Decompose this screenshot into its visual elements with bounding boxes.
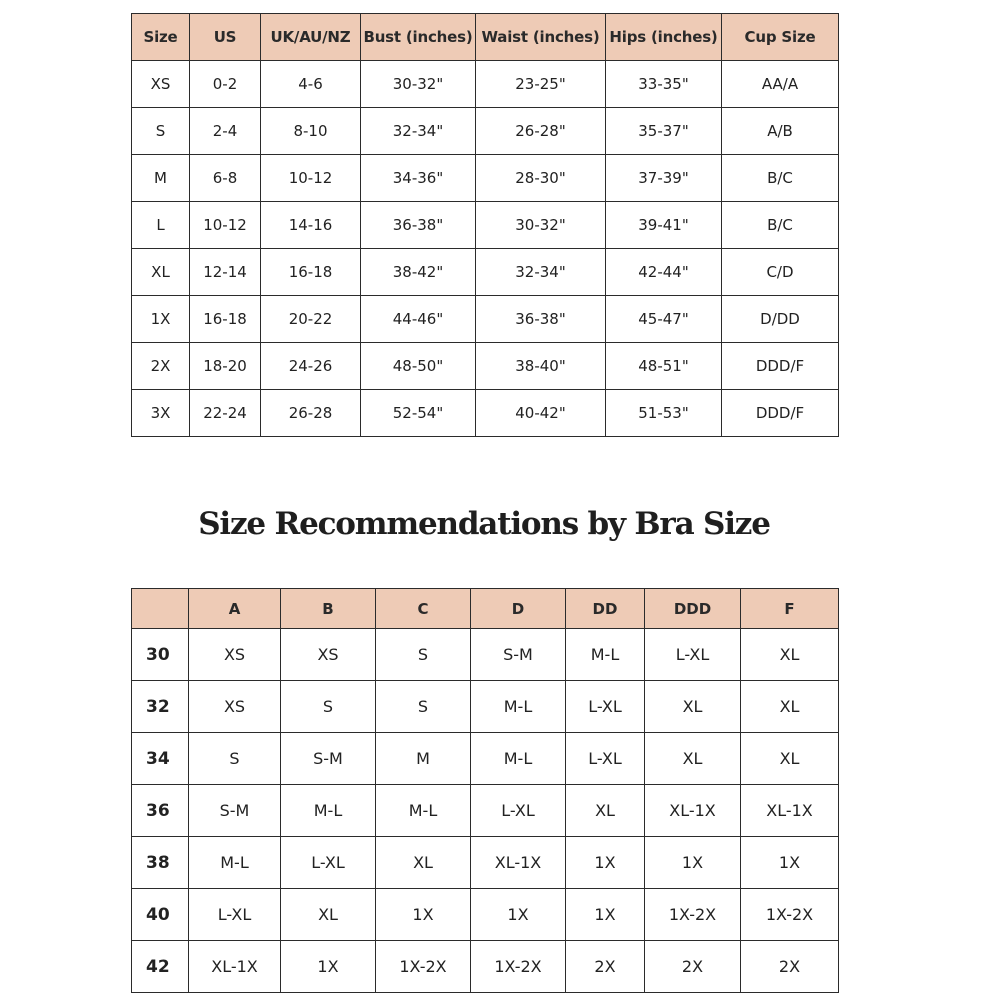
- table-cell: 10-12: [190, 202, 261, 249]
- row-label-cell: 30: [132, 629, 189, 681]
- table-cell: 32-34": [361, 108, 476, 155]
- row-label-cell: 32: [132, 681, 189, 733]
- table-cell: XL-1X: [471, 837, 566, 889]
- table-cell: 42-44": [606, 249, 722, 296]
- table-cell: 1X: [741, 837, 839, 889]
- table-cell: 12-14: [190, 249, 261, 296]
- table-row: [132, 61, 839, 108]
- table-cell: XS: [189, 681, 281, 733]
- table-cell: 2X: [645, 941, 741, 993]
- table-cell: 48-50": [361, 343, 476, 390]
- table-cell: XL-1X: [189, 941, 281, 993]
- table-cell: B/C: [722, 202, 839, 249]
- table-cell: XL: [645, 733, 741, 785]
- table-cell: L-XL: [189, 889, 281, 941]
- header-cell: DD: [566, 589, 645, 629]
- table-cell: XS: [281, 629, 376, 681]
- table-cell: 32-34": [476, 249, 606, 296]
- table-cell: L-XL: [566, 681, 645, 733]
- row-label-cell: XL: [132, 249, 190, 296]
- table-row: [132, 202, 839, 249]
- header-cell: C: [376, 589, 471, 629]
- table-cell: S-M: [471, 629, 566, 681]
- table-cell: 2X: [741, 941, 839, 993]
- table-cell: DDD/F: [722, 390, 839, 437]
- table-cell: 26-28": [476, 108, 606, 155]
- table-cell: A/B: [722, 108, 839, 155]
- table-row: [132, 108, 839, 155]
- table-row: [132, 296, 839, 343]
- table-cell: 34-36": [361, 155, 476, 202]
- table-cell: 2-4: [190, 108, 261, 155]
- table-cell: 35-37": [606, 108, 722, 155]
- table-cell: S-M: [281, 733, 376, 785]
- row-label-cell: S: [132, 108, 190, 155]
- table-cell: 8-10: [261, 108, 361, 155]
- table-cell: 51-53": [606, 390, 722, 437]
- table-cell: XL-1X: [645, 785, 741, 837]
- bra-size-table: [131, 588, 839, 993]
- table-cell: 0-2: [190, 61, 261, 108]
- table-cell: S: [376, 681, 471, 733]
- table-cell: XL: [566, 785, 645, 837]
- row-label-cell: 40: [132, 889, 189, 941]
- table-cell: 36-38": [476, 296, 606, 343]
- row-label-cell: 1X: [132, 296, 190, 343]
- table-cell: XL: [741, 681, 839, 733]
- table-row: [132, 343, 839, 390]
- table-row: [132, 155, 839, 202]
- table-cell: AA/A: [722, 61, 839, 108]
- row-label-cell: 3X: [132, 390, 190, 437]
- table-cell: 1X-2X: [471, 941, 566, 993]
- table-cell: XL: [281, 889, 376, 941]
- table-cell: 26-28: [261, 390, 361, 437]
- table-cell: 30-32": [361, 61, 476, 108]
- table-cell: 20-22: [261, 296, 361, 343]
- table-cell: S-M: [189, 785, 281, 837]
- table-cell: 39-41": [606, 202, 722, 249]
- table-cell: L-XL: [471, 785, 566, 837]
- row-label-cell: 36: [132, 785, 189, 837]
- table-cell: M: [376, 733, 471, 785]
- table-cell: XL: [645, 681, 741, 733]
- bra-table-header-row: [132, 589, 839, 629]
- table-row: [132, 941, 839, 993]
- table-cell: 1X: [376, 889, 471, 941]
- table-cell: 6-8: [190, 155, 261, 202]
- bra-size-section-title: Size Recommendations by Bra Size: [198, 506, 770, 542]
- row-label-cell: 42: [132, 941, 189, 993]
- table-cell: C/D: [722, 249, 839, 296]
- header-cell: Hips (inches): [606, 14, 722, 61]
- header-cell: Cup Size: [722, 14, 839, 61]
- table-cell: 1X: [281, 941, 376, 993]
- table-cell: 1X-2X: [741, 889, 839, 941]
- header-cell: Size: [132, 14, 190, 61]
- table-cell: 38-40": [476, 343, 606, 390]
- table-cell: M-L: [566, 629, 645, 681]
- table-cell: 1X: [566, 837, 645, 889]
- table-cell: 16-18: [261, 249, 361, 296]
- table-cell: 37-39": [606, 155, 722, 202]
- table-cell: 18-20: [190, 343, 261, 390]
- table-cell: DDD/F: [722, 343, 839, 390]
- table-cell: XL: [741, 629, 839, 681]
- header-cell: B: [281, 589, 376, 629]
- table-cell: XL: [741, 733, 839, 785]
- header-cell: A: [189, 589, 281, 629]
- row-label-cell: 34: [132, 733, 189, 785]
- table-cell: 1X: [471, 889, 566, 941]
- size-chart-table: [131, 13, 839, 437]
- row-label-cell: 38: [132, 837, 189, 889]
- table-cell: 45-47": [606, 296, 722, 343]
- table-cell: 23-25": [476, 61, 606, 108]
- table-row: [132, 249, 839, 296]
- table-cell: 28-30": [476, 155, 606, 202]
- table-cell: XL-1X: [741, 785, 839, 837]
- table-row: [132, 837, 839, 889]
- table-cell: 30-32": [476, 202, 606, 249]
- table-cell: M-L: [471, 733, 566, 785]
- row-label-cell: XS: [132, 61, 190, 108]
- table-cell: 4-6: [261, 61, 361, 108]
- table-cell: 1X: [645, 837, 741, 889]
- header-cell: Bust (inches): [361, 14, 476, 61]
- table-row: [132, 889, 839, 941]
- table-cell: M-L: [281, 785, 376, 837]
- table-cell: 36-38": [361, 202, 476, 249]
- table-cell: M-L: [376, 785, 471, 837]
- table-cell: 24-26: [261, 343, 361, 390]
- header-cell: F: [741, 589, 839, 629]
- table-cell: 44-46": [361, 296, 476, 343]
- table-cell: M-L: [471, 681, 566, 733]
- table-cell: L-XL: [645, 629, 741, 681]
- table-row: [132, 681, 839, 733]
- table-cell: 1X-2X: [376, 941, 471, 993]
- header-cell: Waist (inches): [476, 14, 606, 61]
- row-label-cell: L: [132, 202, 190, 249]
- table-cell: S: [376, 629, 471, 681]
- table-row: [132, 629, 839, 681]
- header-cell: D: [471, 589, 566, 629]
- header-cell: US: [190, 14, 261, 61]
- table-cell: XS: [189, 629, 281, 681]
- table-cell: L-XL: [281, 837, 376, 889]
- table-cell: 33-35": [606, 61, 722, 108]
- table-cell: 52-54": [361, 390, 476, 437]
- table-row: [132, 390, 839, 437]
- row-label-cell: 2X: [132, 343, 190, 390]
- header-cell: [132, 589, 189, 629]
- size-chart-header-row: [132, 14, 839, 61]
- row-label-cell: M: [132, 155, 190, 202]
- table-cell: S: [281, 681, 376, 733]
- table-cell: D/DD: [722, 296, 839, 343]
- table-cell: 22-24: [190, 390, 261, 437]
- table-cell: 48-51": [606, 343, 722, 390]
- table-cell: 40-42": [476, 390, 606, 437]
- table-row: [132, 785, 839, 837]
- table-cell: 10-12: [261, 155, 361, 202]
- header-cell: DDD: [645, 589, 741, 629]
- table-cell: B/C: [722, 155, 839, 202]
- table-cell: S: [189, 733, 281, 785]
- table-cell: 1X: [566, 889, 645, 941]
- table-cell: XL: [376, 837, 471, 889]
- table-cell: 16-18: [190, 296, 261, 343]
- table-row: [132, 733, 839, 785]
- table-cell: M-L: [189, 837, 281, 889]
- table-cell: 38-42": [361, 249, 476, 296]
- header-cell: UK/AU/NZ: [261, 14, 361, 61]
- table-cell: L-XL: [566, 733, 645, 785]
- table-cell: 2X: [566, 941, 645, 993]
- table-cell: 1X-2X: [645, 889, 741, 941]
- table-cell: 14-16: [261, 202, 361, 249]
